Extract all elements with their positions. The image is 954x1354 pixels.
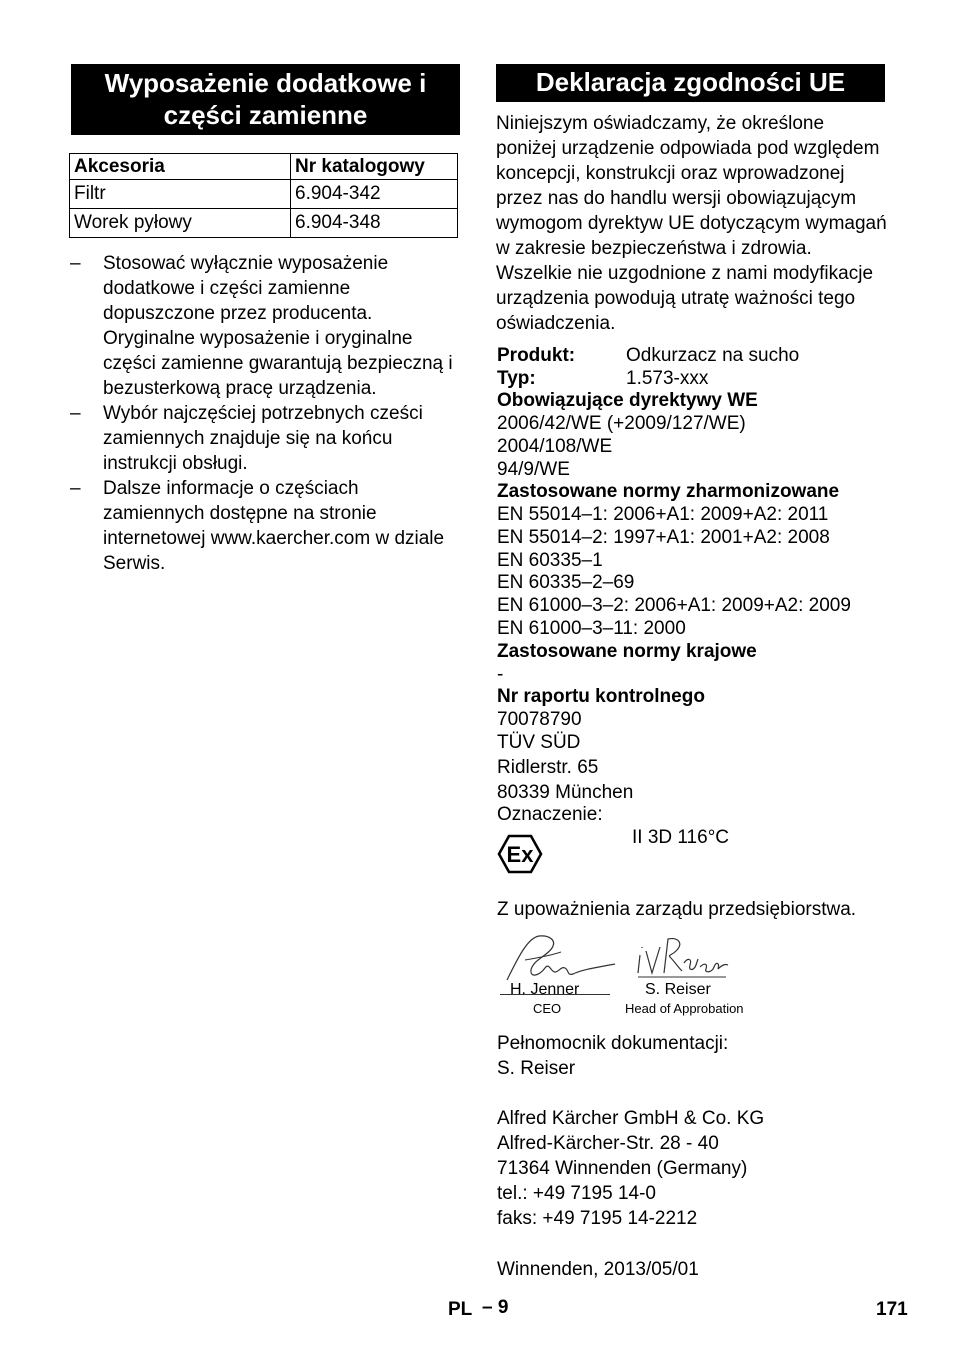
company-line: 71364 Winnenden (Germany) — [497, 1158, 748, 1179]
footer-local-page: – 9 — [482, 1297, 509, 1318]
place-date: Winnenden, 2013/05/01 — [497, 1259, 699, 1280]
company-line: tel.: +49 7195 14-0 — [497, 1183, 656, 1204]
directive-item: 2004/108/WE — [497, 436, 613, 457]
svg-text:Ex: Ex — [506, 842, 534, 867]
signer-name: S. Reiser — [645, 981, 711, 998]
list-item — [70, 476, 462, 576]
typ-value: 1.573-xxx — [626, 368, 709, 389]
list-item — [70, 401, 462, 476]
directives-label: Obowiązujące dyrektywy WE — [497, 390, 758, 411]
table-row — [70, 180, 458, 209]
dash-bullet: – — [70, 403, 81, 424]
list-item-text: Wybór najczęściej potrzebnych cześci zamiennych znajduje się na końcu instrukcji obsługi. — [103, 403, 423, 474]
produkt-value: Odkurzacz na sucho — [626, 345, 800, 366]
table-header: Nr katalogowy — [291, 154, 458, 180]
report-label: Nr raportu kontrolnego — [497, 686, 705, 707]
ex-explosion-protection-icon — [497, 833, 543, 875]
footer-language: PL — [448, 1299, 473, 1320]
table-cell: 6.904-342 — [291, 180, 458, 209]
table-cell: 6.904-348 — [291, 209, 458, 238]
doc-rep-name: S. Reiser — [497, 1058, 576, 1079]
marking-value: II 3D 116°C — [632, 827, 730, 848]
harmonized-item: EN 60335–1 — [497, 550, 603, 571]
marking-label: Oznaczenie: — [497, 804, 603, 825]
table-row — [70, 209, 458, 238]
national-value: - — [497, 664, 504, 685]
signer-title: Head of Approbation — [625, 1001, 744, 1016]
declaration-intro: Niniejszym oświadczamy, że określone poniżej urządzenie odpowiada pod względem koncepcji, konstrukcji oraz wprowadzonej przez nas do handlu wersji obowiązującym wymogom dyrektyw UE dotyczącym wymagań w zakresie bezpieczeństwa i zdrowia. Wszelkie nie uzgodnione z nami modyfikacje urządzenia powodują utratę ważności tego oświadczenia. — [496, 113, 887, 334]
harmonized-item: EN 55014–2: 1997+A1: 2001+A2: 2008 — [497, 527, 830, 548]
table-header-row — [70, 154, 458, 180]
harmonized-label: Zastosowane normy zharmonizowane — [497, 481, 840, 502]
heading-line: Wyposażenie dodatkowe i — [104, 68, 427, 98]
typ-label: Typ: — [497, 368, 536, 389]
accessories-notes — [70, 251, 462, 576]
company-line: Alfred-Kärcher-Str. 28 - 40 — [497, 1133, 719, 1154]
list-item — [70, 251, 462, 401]
table-cell: Filtr — [70, 180, 291, 209]
company-line: Alfred Kärcher GmbH & Co. KG — [497, 1108, 765, 1129]
accessories-table — [69, 153, 458, 238]
report-line: 80339 München — [497, 782, 634, 803]
directive-item: 94/9/WE — [497, 459, 570, 480]
page-number: 171 — [876, 1299, 908, 1320]
authorization-text: Z upoważnienia zarządu przedsiębiorstwa. — [497, 899, 857, 920]
list-item-text: Dalsze informacje o częściach zamiennych dostępne na stronie internetowej www.kaercher.com w dziale Serwis. — [103, 478, 445, 574]
declaration-heading: Deklaracja zgodności UE — [496, 64, 885, 102]
harmonized-item: EN 55014–1: 2006+A1: 2009+A2: 2011 — [497, 504, 829, 525]
report-line: Ridlerstr. 65 — [497, 757, 599, 778]
signature-reiser — [634, 933, 734, 981]
dash-bullet: – — [70, 478, 81, 499]
dash-bullet: – — [70, 253, 81, 274]
heading-line: części zamienne — [163, 100, 368, 130]
list-item-text: Stosować wyłącznie wyposażenie dodatkowe i części zamienne dopuszczone przez producenta. Oryginalne wyposażenie i oryginalne części zamienne gwarantują bezpieczną i bezusterkową pracę urządzenia. — [103, 253, 453, 399]
signer-title: CEO — [533, 1001, 562, 1016]
report-line: TÜV SÜD — [497, 732, 581, 753]
report-line: 70078790 — [497, 709, 582, 730]
harmonized-item: EN 61000–3–11: 2000 — [497, 618, 686, 639]
directive-item: 2006/42/WE (+2009/127/WE) — [497, 413, 746, 434]
signer-name: H. Jenner — [510, 981, 580, 998]
harmonized-item: EN 60335–2–69 — [497, 572, 635, 593]
doc-rep-label: Pełnomocnik dokumentacji: — [497, 1033, 729, 1054]
company-line: faks: +49 7195 14-2212 — [497, 1208, 698, 1229]
produkt-label: Produkt: — [497, 345, 576, 366]
table-cell: Worek pyłowy — [70, 209, 291, 238]
harmonized-item: EN 61000–3–2: 2006+A1: 2009+A2: 2009 — [497, 595, 851, 616]
accessories-heading — [71, 64, 460, 135]
national-label: Zastosowane normy krajowe — [497, 641, 757, 662]
table-header: Akcesoria — [70, 154, 291, 180]
